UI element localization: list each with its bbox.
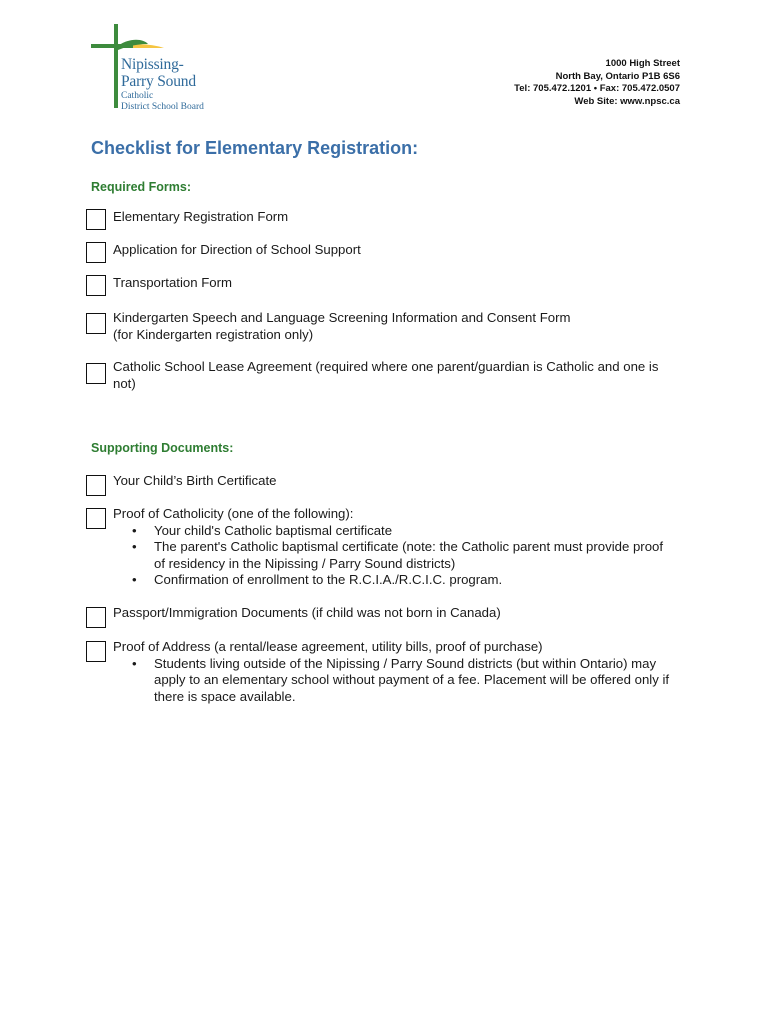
checklist-item-school-support (86, 242, 676, 259)
logo-line-3: Catholic (121, 91, 154, 101)
bullet-text: Students living outside of the Nipissing / Parry Sound districts (but within Ontario) may apply to an elementary school without payment of a fee. Placement will be offered only if there is space available. (154, 655, 670, 704)
checklist-item-birth-certificate (86, 473, 676, 490)
checklist-item-content (113, 639, 676, 705)
required-forms-heading: Required Forms: (91, 180, 192, 194)
supporting-documents-heading: Supporting Documents: (91, 441, 234, 455)
checklist-item-label: Elementary Registration Form (113, 209, 289, 224)
checkbox[interactable] (86, 313, 106, 334)
logo-line-1: Nipissing- (121, 56, 184, 73)
bullet-item: • Students living outside of the Nipissing / Parry Sound districts (but within Ontario) may apply to an elementary school without payment of a fee. Placement will be offered only if there is space available. (132, 655, 670, 704)
contact-address (514, 58, 680, 108)
checklist-item-proof-of-address (86, 639, 676, 705)
checkbox[interactable] (86, 363, 106, 384)
logo-line-4: District School Board (121, 101, 204, 112)
address-phone-fax: Tel: 705.472.1201 • Fax: 705.472.0507 (514, 83, 680, 94)
address-website: Web Site: www.npsc.ca (574, 95, 680, 107)
checkbox[interactable] (86, 242, 106, 263)
logo-line-2: Parry Sound (121, 72, 196, 90)
checklist-item-label: Transportation Form (113, 275, 232, 290)
checklist-item-label: Passport/Immigration Documents (if child was not born in Canada) (113, 605, 501, 620)
checklist-item-label: Catholic School Lease Agreement (required where one parent/guardian is Catholic and one is not) (113, 359, 659, 391)
checklist-item-label: Your Child’s Birth Certificate (113, 473, 277, 488)
checklist-item-content (113, 506, 676, 589)
checklist-item-registration-form (86, 209, 676, 226)
checklist-item-label: Application for Direction of School Support (113, 242, 361, 257)
page-title: Checklist for Elementary Registration: (91, 138, 419, 158)
logo-cross-vertical (114, 24, 118, 108)
checklist-item-label: Proof of Catholicity (one of the following): (113, 506, 354, 521)
bullet-list (86, 656, 676, 706)
bullet-text: The parent's Catholic baptismal certificate (note: the Catholic parent must provide proof of residency in the Nipissing / Parry Sound districts) (154, 539, 664, 571)
checklist-item-passport-immigration (86, 605, 676, 622)
checklist-item-proof-of-catholicity (86, 506, 676, 589)
bullet-item: • Confirmation of enrollment to the R.C.I.A./R.C.I.C. program. (132, 572, 503, 587)
bullet-item: • Your child's Catholic baptismal certificate (132, 522, 393, 538)
address-city: North Bay, Ontario P1B 6S6 (555, 70, 680, 82)
checklist-item-lease-agreement (86, 359, 661, 392)
checklist-item-kindergarten-screening (86, 310, 676, 343)
checkbox[interactable] (86, 275, 106, 296)
address-street: 1000 High Street (605, 58, 680, 69)
bullet-text: Your child's Catholic baptismal certificate (154, 522, 393, 538)
bullet-item: • The parent's Catholic baptismal certificate (note: the Catholic parent must provide proof of residency in the Nipissing / Parry Sound districts) (132, 539, 664, 571)
checklist-item-transportation (86, 275, 676, 292)
checklist-item-note: (for Kindergarten registration only) (113, 326, 314, 342)
checkbox[interactable] (86, 607, 106, 628)
checkbox[interactable] (86, 209, 106, 230)
checklist-item-label: Proof of Address (a rental/lease agreement, utility bills, proof of purchase) (113, 639, 543, 654)
checkbox[interactable] (86, 475, 106, 496)
bullet-text: Confirmation of enrollment to the R.C.I.A./R.C.I.C. program. (154, 572, 503, 587)
checklist-item-label (113, 310, 676, 343)
bullet-list (86, 523, 676, 589)
checklist-item-text: Kindergarten Speech and Language Screening Information and Consent Form (113, 310, 571, 325)
logo-wordmark (121, 57, 204, 112)
